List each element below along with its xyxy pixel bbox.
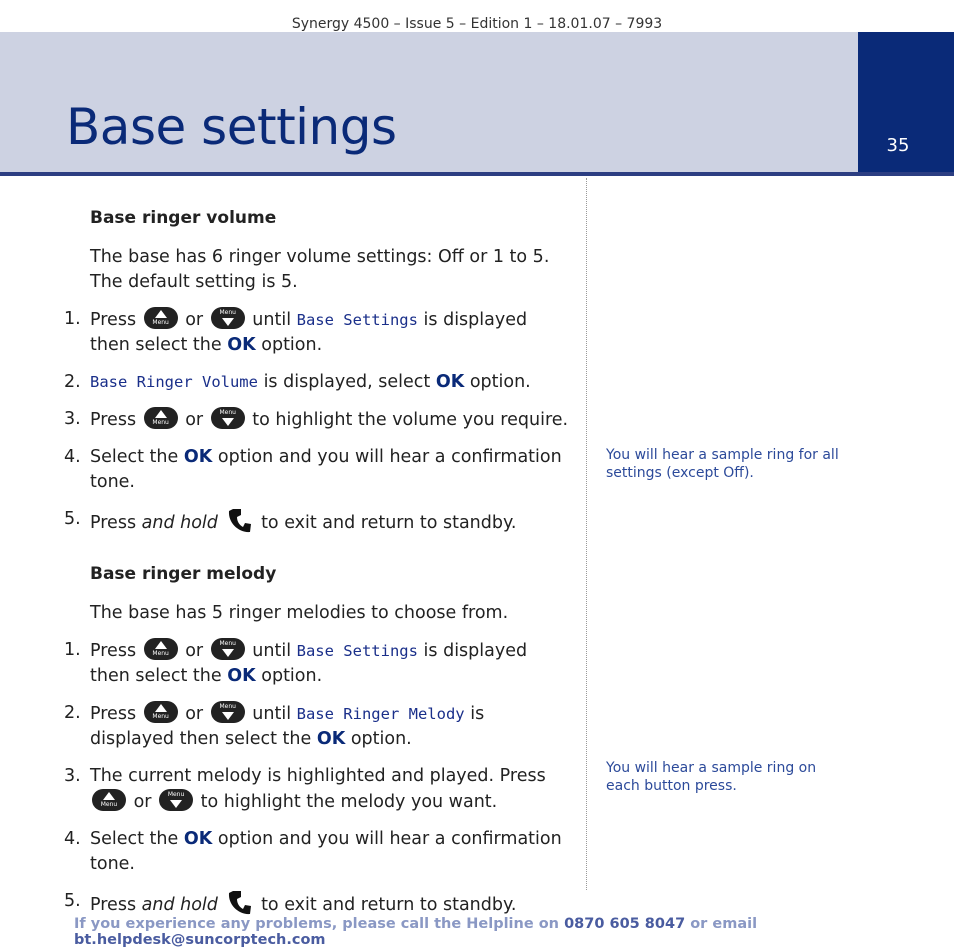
display-text: Base Ringer Melody [296,705,465,723]
list-item: 4. Select the OK option and you will hear a confirmation tone. [64,829,562,874]
side-note-melody: You will hear a sample ring on each button press. [606,760,817,794]
page-title: Base settings [66,98,397,156]
down-menu-button-icon: Menu [211,638,245,660]
display-text: Base Ringer Volume [90,373,258,391]
volume-steps [60,307,570,536]
down-menu-button-icon: Menu [211,701,245,723]
helpdesk-email: bt.helpdesk@suncorptech.com [74,932,326,948]
down-menu-button-icon: Menu [159,789,193,811]
list-item: 5. Press and hold to exit and return to standby. [64,891,517,915]
down-menu-button-icon: Menu [211,407,245,429]
page-number-tab [858,32,954,172]
volume-intro: The base has 6 ringer volume settings: Off or 1 to 5. The default setting is 5. [90,247,550,292]
up-menu-button-icon: Menu [144,638,178,660]
header-rule [0,172,954,176]
up-menu-button-icon: Menu [144,407,178,429]
list-item: 4. Select the OK option and you will hear a confirmation tone. [64,447,562,492]
section-heading-volume: Base ringer volume [90,208,277,228]
melody-intro: The base has 5 ringer melodies to choose from. [90,603,509,623]
ok-label: OK [316,729,346,749]
footer-helpline: If you experience any problems, please call the Helpline on 0870 605 8047 or email bt.helpdesk@suncorptech.com [74,916,758,948]
ok-label: OK [435,372,465,392]
list-item: 2. Base Ringer Volume is displayed, select OK option. [64,372,531,392]
page-number: 35 [886,135,910,156]
list-item: 1. Press Menu or Menu until Base Settings is displayed then select the OK option. [64,309,528,355]
end-call-icon [225,507,253,535]
up-menu-button-icon: Menu [144,307,178,329]
ok-label: OK [183,447,213,467]
ok-label: OK [227,335,256,355]
list-item: 2. Press Menu or Menu until Base Ringer Melody is displayed then select the OK option. [64,703,485,749]
section-heading-melody: Base ringer melody [90,564,277,584]
ok-label: OK [227,666,256,686]
down-menu-button-icon: Menu [211,307,245,329]
side-note-volume: You will hear a sample ring for all settings (except Off). [606,447,839,481]
main-column [60,206,570,944]
list-item: 3. The current melody is highlighted and played. Press Menu or Menu to highlight the melody you want. [64,766,546,812]
up-menu-button-icon: Menu [92,789,126,811]
display-text: Base Settings [296,311,418,329]
ok-label: OK [183,829,213,849]
end-call-icon [225,889,253,917]
display-text: Base Settings [296,642,418,660]
column-divider [586,178,587,890]
melody-steps [60,638,570,918]
list-item: 5. Press and hold to exit and return to standby. [64,509,517,533]
helpline-phone: 0870 605 8047 [564,916,686,932]
list-item: 3. Press Menu or Menu to highlight the volume you require. [64,409,569,430]
document-header: Synergy 4500 – Issue 5 – Edition 1 – 18.01.07 – 7993 [291,16,663,32]
list-item: 1. Press Menu or Menu until Base Settings is displayed then select the OK option. [64,640,528,686]
up-menu-button-icon: Menu [144,701,178,723]
